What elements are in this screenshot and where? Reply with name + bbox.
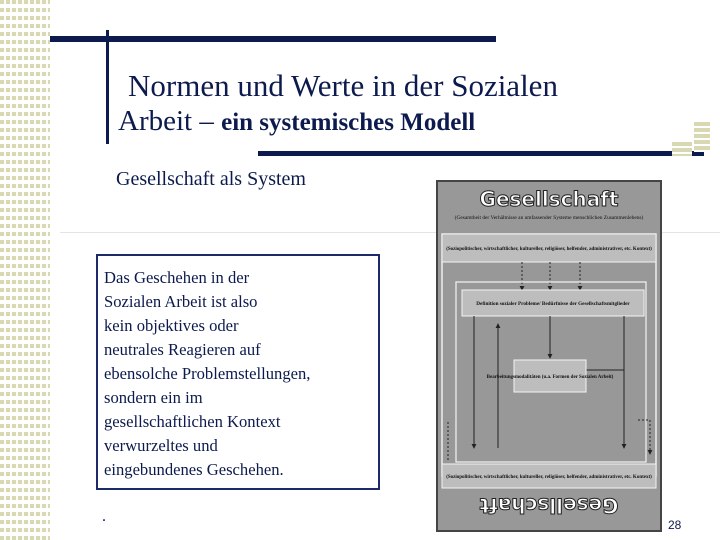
- decorative-square: [694, 122, 710, 152]
- body-line: gesellschaftlichen Kontext: [104, 412, 281, 431]
- society-system-diagram: [436, 180, 662, 532]
- title-vertical-line: [106, 30, 109, 144]
- body-line: neutrales Reagieren auf: [104, 340, 261, 359]
- page-number: 28: [668, 518, 682, 532]
- top-accent-bar: [50, 36, 496, 42]
- body-text-box: [96, 254, 380, 490]
- body-line: Sozialen Arbeit ist also: [104, 292, 258, 311]
- diagram-modalities-box: Bearbeitungsmodalitäten (u.a. Formen der Sozialen Arbeit): [486, 375, 614, 380]
- diagram-title-bottom: Gesellschaft: [479, 493, 619, 518]
- diagram-context-bottom: (Soziopolitischer, wirtschaftlicher, kultureller, religiöser, helfender, administrativer, etc. Kontext): [446, 475, 652, 480]
- body-line: ebensolche Problemstellungen,: [104, 364, 311, 383]
- title-line-2: [118, 104, 678, 140]
- decorative-square-small: [672, 142, 692, 156]
- diagram-subtitle-top: (Gesamtheit der Verhältnisse an umfassender Systeme menschlichen Zusammenlebens): [454, 215, 644, 221]
- footer-dot: .: [102, 508, 106, 525]
- body-line: Das Geschehen in der: [104, 268, 250, 287]
- title-line-2-subtitle: ein systemisches Modell: [221, 109, 476, 136]
- slide-title: [118, 68, 678, 140]
- decorative-stripes: [0, 0, 50, 540]
- diagram-context-top: (Soziopolitischer, wirtschaftlicher, kultureller, religiöser, helfender, administrativer, etc. Kontext): [446, 247, 652, 252]
- body-line: eingebundenes Geschehen.: [104, 460, 284, 479]
- diagram-title-top: Gesellschaft: [479, 187, 619, 211]
- title-line-2-main: Arbeit –: [118, 105, 222, 137]
- body-line: sondern ein im: [104, 388, 203, 407]
- diagram-definition-box: Definition sozialer Probleme/ Bedürfnisse der Gesellschaftsmitglieder: [476, 301, 630, 307]
- title-line-1: Normen und Werte in der Sozialen: [128, 68, 558, 103]
- mid-accent-bar: [258, 151, 704, 156]
- body-line: verwurzeltes und: [104, 436, 218, 455]
- section-heading: Gesellschaft als System: [116, 168, 306, 190]
- body-line: kein objektives oder: [104, 316, 239, 335]
